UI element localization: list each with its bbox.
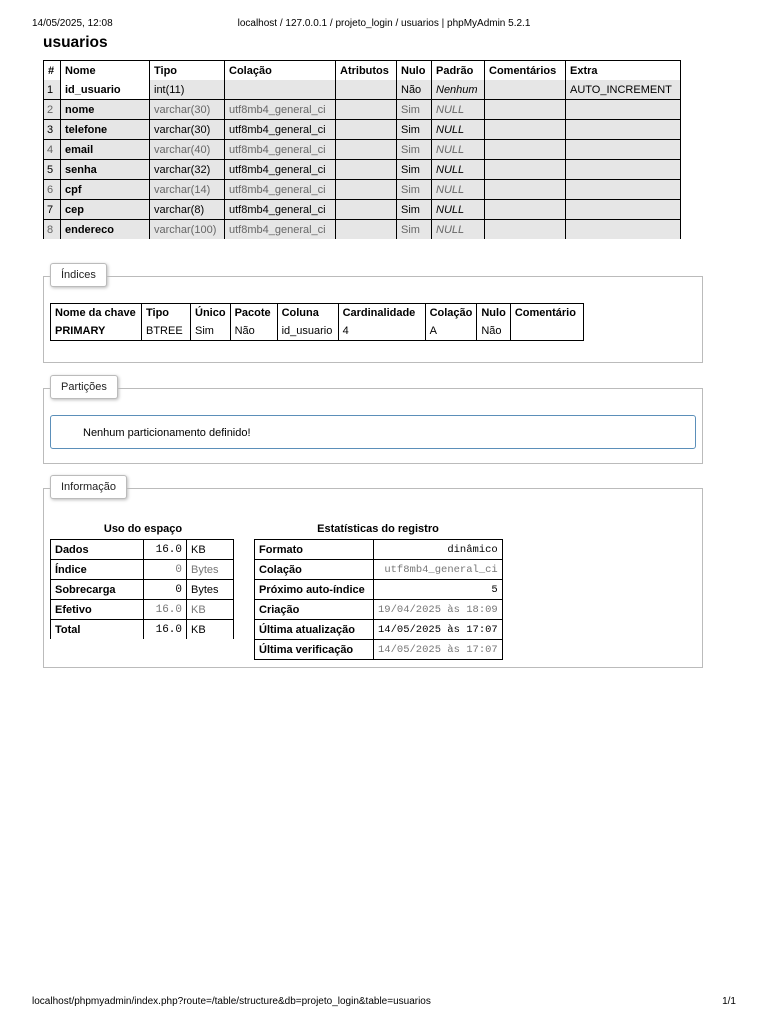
table-row <box>44 120 681 140</box>
stats-label: Próximo auto-índice <box>255 580 374 600</box>
indexes-table <box>50 303 584 341</box>
cell-comments <box>485 160 566 180</box>
stats-value: dinâmico <box>374 540 503 560</box>
cell-attributes <box>336 80 397 100</box>
idx-header-comment: Comentário <box>510 304 583 323</box>
cell-type: varchar(100) <box>150 220 225 240</box>
cell-extra <box>566 140 681 160</box>
table-row <box>255 640 503 660</box>
col-header-comments: Comentários <box>485 61 566 81</box>
cell-extra <box>566 100 681 120</box>
usage-title: Uso do espaço <box>103 523 183 535</box>
print-url: localhost/phpmyadmin/index.php?route=/table/structure&db=projeto_login&table=usuarios <box>32 996 431 1007</box>
col-header-number: # <box>44 61 61 81</box>
usage-label: Dados <box>51 540 144 560</box>
usage-unit: KB <box>187 540 234 560</box>
partitions-section <box>43 381 703 464</box>
cell-null: Não <box>397 80 432 100</box>
cell-default: NULL <box>432 220 485 240</box>
cell-comments <box>485 120 566 140</box>
table-row <box>255 540 503 560</box>
table-row <box>255 560 503 580</box>
cell-number: 1 <box>44 80 61 100</box>
idx-header-key-name: Nome da chave <box>51 304 142 323</box>
usage-unit: Bytes <box>187 560 234 580</box>
col-header-default: Padrão <box>432 61 485 81</box>
stats-value: utf8mb4_general_ci <box>374 560 503 580</box>
cell-default: NULL <box>432 140 485 160</box>
print-title: localhost / 127.0.0.1 / projeto_login / usuarios | phpMyAdmin 5.2.1 <box>237 18 531 29</box>
usage-value: 16.0 <box>144 540 187 560</box>
cell-number: 8 <box>44 220 61 240</box>
col-header-extra: Extra <box>566 61 681 81</box>
table-row <box>51 600 234 620</box>
table-row <box>44 220 681 240</box>
cell-comments <box>485 100 566 120</box>
cell-attributes <box>336 220 397 240</box>
table-row <box>44 100 681 120</box>
stats-value: 14/05/2025 às 17:07 <box>374 640 503 660</box>
cell-number: 7 <box>44 200 61 220</box>
idx-header-column: Coluna <box>277 304 338 323</box>
cell-comments <box>485 180 566 200</box>
cell-collation: utf8mb4_general_ci <box>225 100 336 120</box>
cell-default: NULL <box>432 160 485 180</box>
cell-default: NULL <box>432 200 485 220</box>
col-header-type: Tipo <box>150 61 225 81</box>
indexes-section <box>43 269 703 363</box>
cell-attributes <box>336 120 397 140</box>
cell-comments <box>485 220 566 240</box>
cell-number: 6 <box>44 180 61 200</box>
stats-label: Formato <box>255 540 374 560</box>
idx-cell-unique: Sim <box>191 322 231 341</box>
information-section <box>43 481 703 668</box>
cell-extra: AUTO_INCREMENT <box>566 80 681 100</box>
col-header-attributes: Atributos <box>336 61 397 81</box>
cell-collation <box>225 80 336 100</box>
table-row <box>51 580 234 600</box>
cell-number: 4 <box>44 140 61 160</box>
cell-comments <box>485 140 566 160</box>
stats-value: 14/05/2025 às 17:07 <box>374 620 503 640</box>
structure-table <box>43 60 681 239</box>
cell-number: 3 <box>44 120 61 140</box>
cell-collation: utf8mb4_general_ci <box>225 180 336 200</box>
cell-null: Sim <box>397 160 432 180</box>
cell-extra <box>566 200 681 220</box>
cell-extra <box>566 160 681 180</box>
cell-collation: utf8mb4_general_ci <box>225 140 336 160</box>
table-row <box>44 180 681 200</box>
cell-extra <box>566 120 681 140</box>
table-row <box>255 600 503 620</box>
table-row <box>44 80 681 100</box>
idx-cell-column: id_usuario <box>277 322 338 341</box>
partitions-legend: Partições <box>50 375 118 399</box>
cell-type: varchar(8) <box>150 200 225 220</box>
cell-default: NULL <box>432 120 485 140</box>
cell-name: nome <box>61 100 150 120</box>
cell-name: id_usuario <box>61 80 150 100</box>
cell-name: cpf <box>61 180 150 200</box>
idx-cell-cardinality: 4 <box>338 322 425 341</box>
table-row <box>255 620 503 640</box>
indexes-header-row <box>51 304 584 323</box>
cell-null: Sim <box>397 200 432 220</box>
cell-null: Sim <box>397 120 432 140</box>
structure-header-row <box>44 61 681 81</box>
usage-unit: KB <box>187 600 234 620</box>
cell-null: Sim <box>397 100 432 120</box>
cell-default: NULL <box>432 180 485 200</box>
cell-default: NULL <box>432 100 485 120</box>
idx-cell-packed: Não <box>230 322 277 341</box>
cell-type: varchar(30) <box>150 120 225 140</box>
no-partitions-notice: Nenhum particionamento definido! <box>50 415 696 449</box>
cell-name: telefone <box>61 120 150 140</box>
indexes-legend: Índices <box>50 263 107 287</box>
table-row <box>51 322 584 341</box>
cell-number: 5 <box>44 160 61 180</box>
cell-name: cep <box>61 200 150 220</box>
cell-attributes <box>336 140 397 160</box>
idx-header-cardinality: Cardinalidade <box>338 304 425 323</box>
stats-label: Última verificação <box>255 640 374 660</box>
idx-header-type: Tipo <box>142 304 191 323</box>
stats-label: Criação <box>255 600 374 620</box>
cell-collation: utf8mb4_general_ci <box>225 120 336 140</box>
usage-label: Efetivo <box>51 600 144 620</box>
cell-attributes <box>336 200 397 220</box>
cell-collation: utf8mb4_general_ci <box>225 200 336 220</box>
col-header-collation: Colação <box>225 61 336 81</box>
cell-null: Sim <box>397 220 432 240</box>
cell-attributes <box>336 180 397 200</box>
idx-cell-comment <box>510 322 583 341</box>
stats-title: Estatísticas do registro <box>317 523 439 535</box>
cell-number: 2 <box>44 100 61 120</box>
idx-header-null: Nulo <box>477 304 510 323</box>
cell-comments <box>485 80 566 100</box>
usage-unit: Bytes <box>187 580 234 600</box>
idx-cell-type: BTREE <box>142 322 191 341</box>
page-title: usuarios <box>43 34 108 51</box>
cell-default: Nenhum <box>432 80 485 100</box>
usage-label: Índice <box>51 560 144 580</box>
cell-attributes <box>336 100 397 120</box>
idx-cell-key-name: PRIMARY <box>51 322 142 341</box>
cell-name: senha <box>61 160 150 180</box>
usage-unit: KB <box>187 620 234 640</box>
table-row <box>51 560 234 580</box>
usage-value: 0 <box>144 580 187 600</box>
cell-type: varchar(14) <box>150 180 225 200</box>
idx-header-collation: Colação <box>425 304 477 323</box>
idx-header-unique: Único <box>191 304 231 323</box>
cell-extra <box>566 180 681 200</box>
cell-type: varchar(32) <box>150 160 225 180</box>
cell-null: Sim <box>397 180 432 200</box>
table-row <box>51 540 234 560</box>
usage-value: 0 <box>144 560 187 580</box>
idx-cell-null: Não <box>477 322 510 341</box>
idx-cell-collation: A <box>425 322 477 341</box>
stats-value: 5 <box>374 580 503 600</box>
cell-type: int(11) <box>150 80 225 100</box>
cell-name: endereco <box>61 220 150 240</box>
col-header-null: Nulo <box>397 61 432 81</box>
usage-value: 16.0 <box>144 600 187 620</box>
information-legend: Informação <box>50 475 127 499</box>
row-statistics-table <box>254 539 503 660</box>
cell-extra <box>566 220 681 240</box>
table-row <box>44 200 681 220</box>
print-date: 14/05/2025, 12:08 <box>32 18 113 29</box>
usage-label: Sobrecarga <box>51 580 144 600</box>
col-header-name: Nome <box>61 61 150 81</box>
table-row <box>44 160 681 180</box>
cell-type: varchar(30) <box>150 100 225 120</box>
cell-comments <box>485 200 566 220</box>
space-usage-table <box>50 539 234 639</box>
cell-null: Sim <box>397 140 432 160</box>
stats-label: Última atualização <box>255 620 374 640</box>
usage-label: Total <box>51 620 144 640</box>
table-row <box>51 620 234 640</box>
usage-value: 16.0 <box>144 620 187 640</box>
cell-name: email <box>61 140 150 160</box>
page-number: 1/1 <box>722 996 736 1007</box>
cell-type: varchar(40) <box>150 140 225 160</box>
print-header <box>32 18 736 32</box>
stats-value: 19/04/2025 às 18:09 <box>374 600 503 620</box>
cell-collation: utf8mb4_general_ci <box>225 220 336 240</box>
table-row <box>255 580 503 600</box>
idx-header-packed: Pacote <box>230 304 277 323</box>
table-row <box>44 140 681 160</box>
cell-attributes <box>336 160 397 180</box>
stats-label: Colação <box>255 560 374 580</box>
cell-collation: utf8mb4_general_ci <box>225 160 336 180</box>
